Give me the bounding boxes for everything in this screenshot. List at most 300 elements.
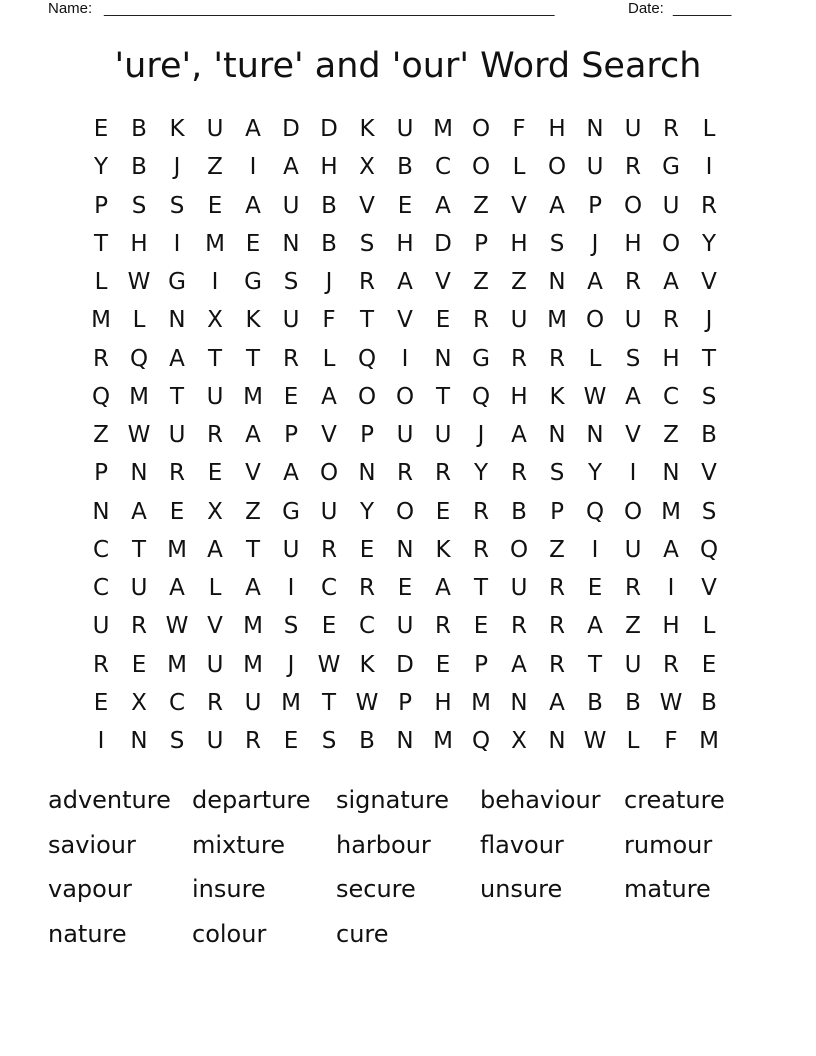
grid-cell: T	[435, 383, 451, 410]
word-list-item: departure	[192, 786, 311, 814]
grid-cell: R	[435, 613, 451, 640]
grid-cell: W	[583, 728, 607, 754]
grid-cell: T	[207, 345, 223, 372]
word-list	[48, 778, 768, 956]
grid-cell: M	[471, 689, 491, 716]
grid-cell: E	[397, 192, 413, 219]
grid-cell: V	[245, 460, 261, 487]
grid-cell: R	[473, 498, 489, 525]
grid-cell: R	[245, 728, 261, 754]
grid-cell: H	[396, 230, 414, 257]
grid-cell: I	[705, 154, 713, 181]
grid-cell: Z	[245, 498, 261, 525]
grid-cell: Z	[625, 613, 641, 640]
grid-cell: M	[433, 116, 453, 142]
grid-cell: P	[474, 651, 488, 678]
grid-cell: A	[169, 345, 185, 372]
grid-cell: C	[358, 613, 376, 640]
grid-cell: H	[662, 613, 680, 640]
grid-cell: N	[434, 345, 452, 372]
grid-cell: B	[321, 230, 337, 257]
grid-cell: N	[396, 728, 414, 754]
grid-cell: A	[245, 575, 261, 601]
grid-cell: E	[207, 460, 223, 487]
grid-cell: V	[435, 269, 451, 295]
grid-cell: B	[397, 154, 413, 181]
grid-cell: M	[699, 728, 719, 754]
grid-cell: Z	[549, 536, 565, 563]
word-list-item: saviour	[48, 830, 136, 859]
grid-cell: U	[396, 116, 414, 142]
grid-row	[82, 569, 728, 607]
grid-cell: L	[588, 345, 602, 372]
grid-cell: C	[434, 154, 452, 181]
grid-cell: Z	[93, 422, 109, 448]
grid-cell: B	[701, 422, 717, 448]
grid-cell: U	[206, 383, 224, 410]
grid-cell: B	[701, 689, 717, 716]
word-list-item: vapour	[48, 875, 132, 903]
grid-cell: A	[663, 269, 679, 295]
grid-cell: H	[548, 116, 566, 142]
grid-cell: H	[510, 383, 528, 410]
grid-cell: M	[129, 383, 149, 410]
grid-cell: O	[319, 460, 339, 487]
grid-cell: J	[173, 154, 181, 181]
grid-cell: Y	[359, 498, 375, 525]
grid-cell: S	[625, 345, 641, 372]
grid-cell: J	[477, 422, 485, 448]
grid-cell: A	[587, 269, 603, 295]
grid-cell: H	[624, 230, 642, 257]
grid-cell: U	[510, 307, 528, 334]
grid-cell: O	[661, 230, 681, 257]
grid-cell: S	[283, 269, 299, 295]
grid-cell: M	[243, 613, 263, 640]
name-label: Name:	[48, 0, 93, 17]
grid-cell: G	[244, 269, 262, 295]
word-list-item: mixture	[192, 830, 285, 859]
word-list-item: cure	[336, 919, 389, 948]
word-list-item: nature	[48, 919, 127, 948]
grid-cell: R	[359, 269, 375, 295]
grid-cell: M	[205, 230, 225, 257]
grid-cell: T	[169, 383, 185, 410]
grid-cell: U	[206, 651, 224, 678]
grid-row	[82, 340, 728, 378]
grid-row	[82, 148, 728, 186]
grid-cell: A	[245, 422, 261, 448]
grid-cell: L	[702, 116, 716, 142]
grid-cell: C	[662, 383, 680, 410]
grid-cell: A	[435, 575, 451, 601]
grid-cell: P	[398, 689, 412, 716]
word-list-item: creature	[624, 786, 725, 814]
grid-cell: N	[548, 269, 566, 295]
grid-cell: C	[320, 575, 338, 601]
grid-cell: S	[701, 383, 717, 410]
word-list-item: unsure	[480, 875, 563, 903]
grid-cell: Y	[93, 154, 109, 181]
grid-cell: U	[92, 613, 110, 640]
grid-cell: A	[435, 192, 451, 219]
grid-cell: K	[359, 651, 375, 678]
grid-cell: M	[661, 498, 681, 525]
grid-cell: A	[663, 536, 679, 563]
grid-cell: L	[512, 154, 526, 181]
grid-cell: T	[245, 345, 261, 372]
grid-cell: L	[626, 728, 640, 754]
grid-cell: M	[547, 307, 567, 334]
grid-cell: R	[321, 536, 337, 563]
grid-cell: G	[168, 269, 186, 295]
grid-cell: T	[359, 307, 375, 334]
grid-cell: W	[317, 651, 341, 678]
grid-cell: Z	[473, 269, 489, 295]
grid-cell: W	[127, 422, 151, 448]
grid-cell: L	[322, 345, 336, 372]
grid-cell: D	[282, 116, 300, 142]
grid-cell: I	[667, 575, 675, 601]
grid-row	[82, 646, 728, 684]
grid-row	[82, 722, 728, 760]
grid-cell: A	[397, 269, 413, 295]
grid-cell: R	[625, 269, 641, 295]
grid-cell: Q	[91, 383, 111, 410]
word-list-item: flavour	[480, 830, 564, 859]
grid-cell: O	[395, 383, 415, 410]
grid-cell: U	[396, 613, 414, 640]
grid-cell: U	[396, 422, 414, 448]
grid-cell: O	[395, 498, 415, 525]
grid-cell: H	[130, 230, 148, 257]
grid-cell: U	[624, 651, 642, 678]
word-list-item: harbour	[336, 830, 431, 859]
grid-cell: Q	[699, 536, 719, 563]
grid-cell: R	[397, 460, 413, 487]
grid-cell: S	[169, 192, 185, 219]
grid-cell: A	[207, 536, 223, 563]
grid-row	[82, 110, 728, 148]
grid-cell: S	[283, 613, 299, 640]
grid-row	[82, 301, 728, 339]
grid-cell: Q	[585, 498, 605, 525]
grid-cell: N	[586, 116, 604, 142]
grid-cell: M	[167, 536, 187, 563]
grid-cell: A	[245, 192, 261, 219]
grid-cell: E	[435, 498, 451, 525]
grid-cell: I	[97, 728, 105, 754]
grid-cell: V	[511, 192, 527, 219]
grid-cell: P	[550, 498, 564, 525]
grid-cell: V	[359, 192, 375, 219]
grid-cell: W	[355, 689, 379, 716]
grid-cell: R	[473, 536, 489, 563]
grid-cell: V	[397, 307, 413, 334]
grid-cell: V	[321, 422, 337, 448]
grid-cell: S	[359, 230, 375, 257]
grid-cell: O	[585, 307, 605, 334]
grid-cell: T	[321, 689, 337, 716]
date-label: Date:	[628, 0, 664, 17]
grid-cell: R	[283, 345, 299, 372]
grid-cell: P	[474, 230, 488, 257]
grid-cell: M	[167, 651, 187, 678]
grid-cell: X	[359, 154, 375, 181]
grid-row	[82, 225, 728, 263]
grid-cell: U	[662, 192, 680, 219]
grid-cell: T	[93, 230, 109, 257]
grid-cell: R	[169, 460, 185, 487]
grid-cell: T	[245, 536, 261, 563]
grid-cell: R	[549, 651, 565, 678]
grid-cell: W	[127, 269, 151, 295]
grid-cell: T	[587, 651, 603, 678]
grid-cell: K	[359, 116, 375, 142]
grid-cell: D	[320, 116, 338, 142]
grid-cell: E	[245, 230, 261, 257]
grid-cell: I	[401, 345, 409, 372]
grid-cell: S	[701, 498, 717, 525]
grid-cell: N	[548, 422, 566, 448]
word-list-item: insure	[192, 875, 266, 903]
grid-cell: N	[130, 460, 148, 487]
word-list-item: signature	[336, 786, 450, 814]
grid-cell: R	[549, 345, 565, 372]
grid-cell: G	[472, 345, 490, 372]
grid-cell: T	[131, 536, 147, 563]
grid-cell: S	[549, 230, 565, 257]
grid-row	[82, 263, 728, 301]
grid-cell: N	[282, 230, 300, 257]
grid-cell: B	[321, 192, 337, 219]
grid-cell: E	[435, 307, 451, 334]
grid-cell: U	[168, 422, 186, 448]
grid-row	[82, 493, 728, 531]
grid-cell: J	[705, 307, 713, 334]
grid-cell: O	[357, 383, 377, 410]
grid-cell: Z	[207, 154, 223, 181]
grid-cell: O	[471, 154, 491, 181]
grid-cell: A	[511, 422, 527, 448]
grid-cell: J	[591, 230, 599, 257]
grid-cell: A	[549, 689, 565, 716]
grid-cell: R	[663, 651, 679, 678]
grid-cell: R	[701, 192, 717, 219]
grid-cell: N	[130, 728, 148, 754]
grid-cell: B	[625, 689, 641, 716]
grid-cell: C	[92, 536, 110, 563]
grid-cell: V	[625, 422, 641, 448]
grid-cell: Q	[129, 345, 149, 372]
grid-cell: Q	[357, 345, 377, 372]
grid-cell: C	[168, 689, 186, 716]
grid-cell: T	[473, 575, 489, 601]
grid-row	[82, 531, 728, 569]
grid-cell: U	[282, 536, 300, 563]
grid-cell: E	[359, 536, 375, 563]
grid-cell: Q	[471, 728, 491, 754]
word-list-item: behaviour	[480, 786, 601, 814]
grid-cell: A	[245, 116, 261, 142]
grid-cell: L	[208, 575, 222, 601]
grid-cell: K	[549, 383, 565, 410]
grid-cell: I	[249, 154, 257, 181]
grid-cell: A	[321, 383, 337, 410]
grid-cell: R	[549, 575, 565, 601]
grid-cell: K	[169, 116, 185, 142]
grid-cell: N	[662, 460, 680, 487]
grid-cell: A	[625, 383, 641, 410]
grid-cell: U	[282, 192, 300, 219]
grid-cell: M	[91, 307, 111, 334]
grid-cell: C	[92, 575, 110, 601]
grid-cell: I	[173, 230, 181, 257]
grid-cell: S	[549, 460, 565, 487]
name-field-line: ______________________________________________________	[104, 0, 555, 17]
grid-cell: B	[511, 498, 527, 525]
grid-cell: A	[283, 154, 299, 181]
grid-cell: U	[624, 307, 642, 334]
grid-cell: L	[702, 613, 716, 640]
grid-cell: P	[360, 422, 374, 448]
grid-cell: E	[169, 498, 185, 525]
grid-cell: D	[434, 230, 452, 257]
grid-cell: R	[93, 345, 109, 372]
grid-cell: J	[287, 651, 295, 678]
grid-cell: B	[131, 116, 147, 142]
grid-cell: Z	[663, 422, 679, 448]
grid-cell: S	[321, 728, 337, 754]
grid-cell: R	[473, 307, 489, 334]
grid-cell: N	[548, 728, 566, 754]
grid-cell: F	[664, 728, 678, 754]
grid-cell: R	[435, 460, 451, 487]
grid-cell: R	[625, 575, 641, 601]
page-title: 'ure', 'ture' and 'our' Word Search	[114, 46, 702, 86]
grid-cell: R	[131, 613, 147, 640]
grid-cell: A	[283, 460, 299, 487]
grid-cell: M	[243, 383, 263, 410]
header	[48, 0, 740, 20]
grid-cell: O	[623, 192, 643, 219]
grid-cell: Y	[587, 460, 603, 487]
grid-cell: M	[243, 651, 263, 678]
grid-cell: N	[586, 422, 604, 448]
grid-cell: R	[663, 307, 679, 334]
grid-row	[82, 607, 728, 645]
grid-row	[82, 416, 728, 454]
word-list-item: colour	[192, 919, 267, 948]
grid-cell: X	[511, 728, 527, 754]
grid-cell: E	[397, 575, 413, 601]
grid-cell: S	[169, 728, 185, 754]
grid-cell: S	[131, 192, 147, 219]
grid-cell: R	[359, 575, 375, 601]
grid-cell: I	[629, 460, 637, 487]
grid-cell: E	[587, 575, 603, 601]
grid-cell: R	[625, 154, 641, 181]
word-list-item: mature	[624, 875, 711, 903]
grid-cell: X	[131, 689, 147, 716]
grid-cell: P	[588, 192, 602, 219]
grid-cell: B	[587, 689, 603, 716]
grid-cell: R	[207, 689, 223, 716]
grid-cell: L	[132, 307, 146, 334]
grid-cell: E	[473, 613, 489, 640]
grid-cell: U	[586, 154, 604, 181]
grid-cell: E	[283, 728, 299, 754]
grid-cell: U	[624, 536, 642, 563]
grid-cell: P	[94, 460, 108, 487]
grid-cell: W	[659, 689, 683, 716]
grid-cell: G	[662, 154, 680, 181]
grid-cell: O	[471, 116, 491, 142]
grid-cell: O	[509, 536, 529, 563]
grid-cell: N	[396, 536, 414, 563]
grid-cell: W	[165, 613, 189, 640]
grid-cell: I	[591, 536, 599, 563]
grid-cell: Q	[471, 383, 491, 410]
grid-cell: U	[320, 498, 338, 525]
grid-cell: R	[511, 460, 527, 487]
word-list-item: rumour	[624, 830, 713, 859]
grid-cell: B	[359, 728, 375, 754]
grid-cell: H	[510, 230, 528, 257]
grid-cell: U	[434, 422, 452, 448]
grid-cell: K	[245, 307, 261, 334]
grid-cell: U	[282, 307, 300, 334]
grid-cell: I	[287, 575, 295, 601]
grid-cell: L	[94, 269, 108, 295]
grid-cell: U	[206, 728, 224, 754]
grid-cell: V	[701, 269, 717, 295]
grid-cell: J	[325, 269, 333, 295]
grid-cell: E	[283, 383, 299, 410]
grid-cell: A	[549, 192, 565, 219]
grid-cell: R	[207, 422, 223, 448]
grid-cell: E	[435, 651, 451, 678]
grid-cell: U	[130, 575, 148, 601]
letter-grid	[82, 110, 728, 760]
grid-cell: M	[281, 689, 301, 716]
grid-cell: N	[510, 689, 528, 716]
grid-cell: X	[207, 307, 223, 334]
grid-cell: E	[93, 116, 109, 142]
word-list-item: secure	[336, 875, 416, 903]
grid-cell: H	[320, 154, 338, 181]
grid-cell: R	[549, 613, 565, 640]
date-field-line: _______	[673, 0, 732, 17]
grid-cell: R	[93, 651, 109, 678]
grid-cell: H	[434, 689, 452, 716]
grid-cell: A	[131, 498, 147, 525]
grid-cell: V	[701, 575, 717, 601]
grid-cell: B	[131, 154, 147, 181]
grid-cell: O	[623, 498, 643, 525]
grid-cell: U	[624, 116, 642, 142]
grid-cell: T	[701, 345, 717, 372]
grid-cell: Z	[511, 269, 527, 295]
grid-row	[82, 378, 728, 416]
grid-cell: N	[92, 498, 110, 525]
grid-cell: R	[511, 613, 527, 640]
grid-row	[82, 454, 728, 492]
grid-cell: K	[435, 536, 451, 563]
grid-cell: V	[207, 613, 223, 640]
grid-cell: Y	[473, 460, 489, 487]
grid-cell: N	[168, 307, 186, 334]
